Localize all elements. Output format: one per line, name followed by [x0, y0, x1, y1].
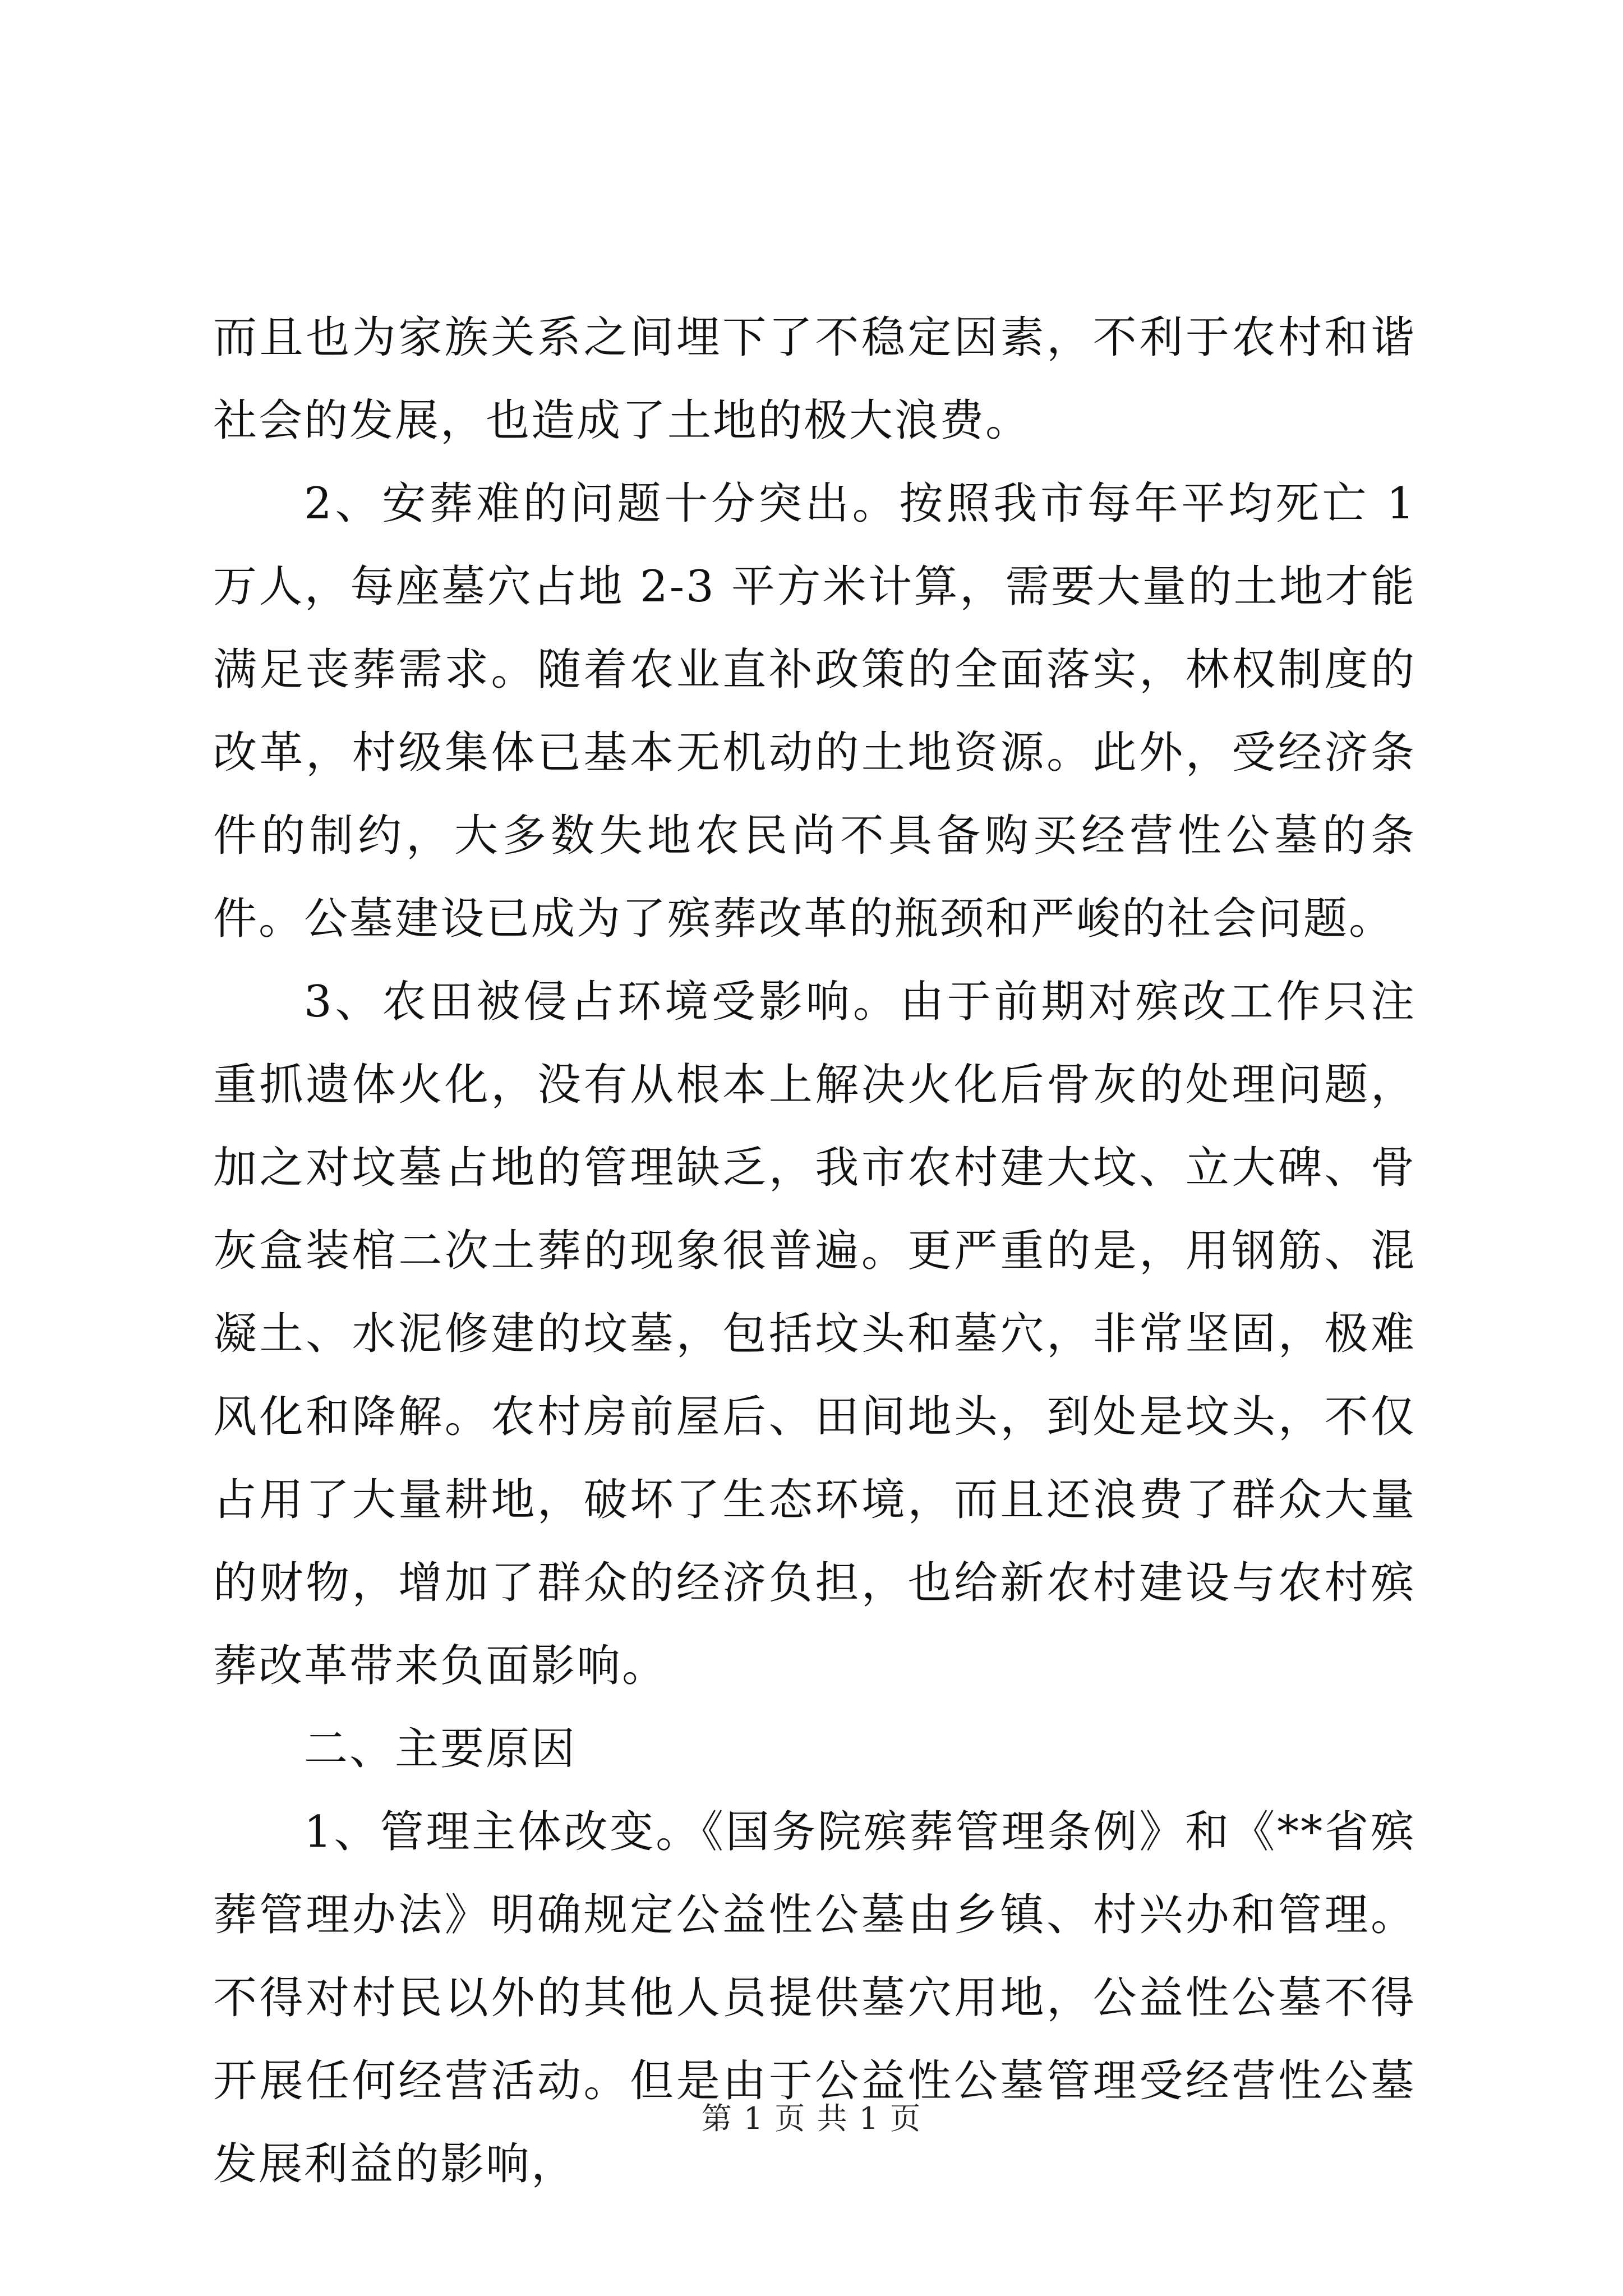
paragraph-burial-difficulty: 2、安葬难的问题十分突出。按照我市每年平均死亡 1 万人，每座墓穴占地 2-3 平方米计算，需要大量的土地才能满足丧葬需求。随着农业直补政策的全面落实，林权制度的改革，村级集体已基本无机动的土地资源。此外，受经济条件的制约，大多数失地农民尚不具备购买经营性公墓的条件。公墓建设已成为了殡葬改革的瓶颈和严峻的社会问题。 [213, 478, 1416, 944]
page-footer: 第 1 页 共 1 页 [701, 2101, 922, 2136]
section-heading-main-reasons: 二、主要原因 [304, 1724, 577, 1774]
paragraph-management-change: 1、管理主体改变。《国务院殡葬管理条例》和《**省殡葬管理办法》明确规定公益性公墓由乡镇、村兴办和管理。不得对村民以外的其他人员提供墓穴用地，公益性公墓不得开展任何经营活动。但是由于公益性公墓管理受经营性公墓发展利益的影响， [213, 1807, 1416, 2189]
document-body [213, 296, 1416, 2206]
paragraph-continuation: 而且也为家族关系之间埋下了不稳定因素，不利于农村和谐社会的发展，也造成了土地的极大浪费。 [213, 312, 1416, 446]
paragraph-farmland-occupied: 3、农田被侵占环境受影响。由于前期对殡改工作只注重抓遗体火化，没有从根本上解决火化后骨灰的处理问题，加之对坟墓占地的管理缺乏，我市农村建大坟、立大碑、骨灰盒装棺二次土葬的现象很普遍。更严重的是，用钢筋、混凝土、水泥修建的坟墓，包括坟头和墓穴，非常坚固，极难风化和降解。农村房前屋后、田间地头，到处是坟头，不仅占用了大量耕地，破坏了生态环境，而且还浪费了群众大量的财物，增加了群众的经济负担，也给新农村建设与农村殡葬改革带来负面影响。 [213, 977, 1416, 1691]
